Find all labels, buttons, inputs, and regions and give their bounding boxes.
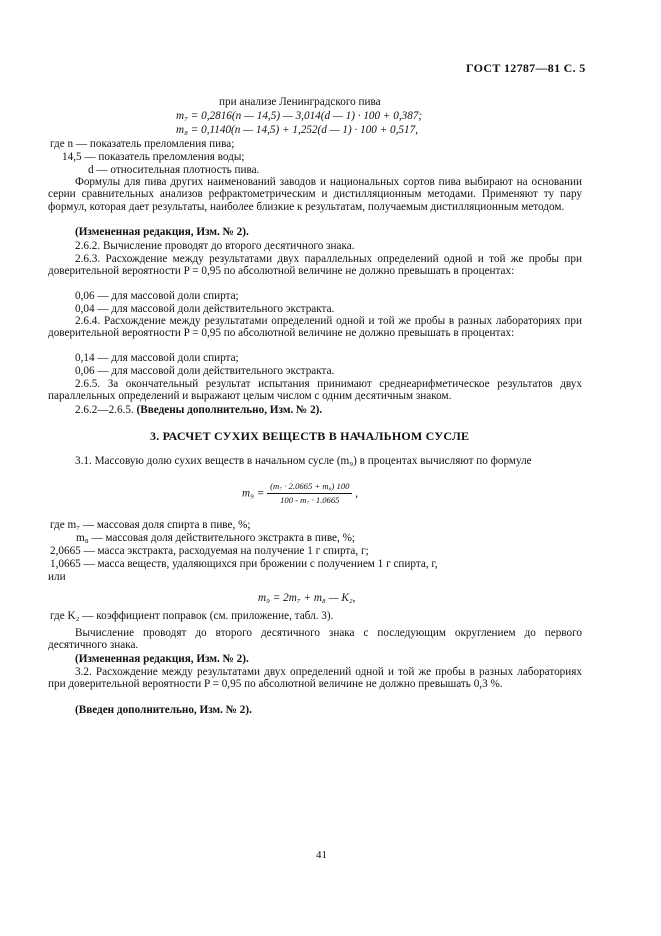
where-symbol: m₈ — (76, 532, 103, 544)
fraction (267, 481, 352, 506)
paragraph-3-1: 3.1. Массовую долю сухих веществ в начальном сусле (m₉) в процентах вычисляют по формуле (75, 455, 532, 467)
where-water (62, 151, 244, 163)
list-item: 0,06 — для массовой доли спирта; (75, 290, 239, 302)
page-number: 41 (316, 849, 327, 861)
amendment-note-4: (Введен дополнительно, Изм. № 2). (75, 704, 252, 716)
section-3-heading: 3. РАСЧЕТ СУХИХ ВЕЩЕСТВ В НАЧАЛЬНОМ СУСЛЕ (150, 429, 470, 443)
where-text: показатель преломления пива; (89, 138, 235, 150)
where-m7 (50, 519, 251, 531)
formula-m7: m₇ = 0,2816(n — 14,5) — 3,014(d — 1) · 100 + 0,387; (176, 110, 423, 122)
where-text: массовая доля действительного экстракта в пиве, %; (105, 532, 356, 544)
formula-tail: , (355, 487, 359, 500)
formula-m9-fraction (242, 481, 358, 506)
where-k2 (50, 610, 333, 622)
page-header: ГОСТ 12787—81 С. 5 (466, 61, 586, 75)
paragraph-3-2: 3.2. Расхождение между результатами двух определений одной и той же пробы в разных лабораториях при доверительной вероятности P = 0,95 по абсолютной величине не должно превышать 0,3 %. (48, 666, 582, 691)
where-text: масса веществ, удаляющихся при брожении с получением 1 г спирта, г, (97, 558, 438, 570)
where-d (88, 164, 259, 176)
where-text: коэффициент поправок (см. приложение, табл. 3). (96, 610, 334, 622)
paragraph-2-6-3: 2.6.3. Расхождение между результатами двух параллельных определений одной и той же пробы при доверительной вероятности P = 0,95 по абсолютной величине не должно превышать в процентах: (48, 253, 582, 278)
where-symbol: d — (88, 164, 108, 176)
amendment-note-2625 (48, 404, 582, 416)
where-symbol: 1,0665 — (50, 558, 95, 570)
where-n (50, 138, 234, 150)
where-m8 (76, 532, 355, 544)
fraction-numerator: (m₇ · 2.0665 + m₈) 100 (267, 481, 352, 494)
where-text: показатель преломления воды; (98, 151, 245, 163)
where-symbol: 14,5 — (62, 151, 96, 163)
list-item: 0,06 — для массовой доли действительного экстракта. (75, 365, 335, 377)
paragraph-formulas: Формулы для пива других наименований заводов и национальных сортов пива выбирают на основании серии сравнительных анализов рефрактометрическим и дистилляционным методами. Применяют ту пару формул, которая дает результаты, наиболее близкие к результатам, получаемым дистилляционным методом. (48, 176, 582, 213)
where-text: масса экстракта, расходуемая на получение 1 г спирта, г; (97, 545, 369, 557)
amendment-note-3: (Измененная редакция, Изм. № 2). (75, 653, 249, 665)
leningrad-caption: при анализе Ленинградского пива (219, 96, 381, 108)
where-text: относительная плотность пива. (110, 164, 260, 176)
paragraph-2-6-4: 2.6.4. Расхождение между результатами определений одной и той же пробы в разных лабораториях при доверительной вероятности P = 0,95 по абсолютной величине не должно превышать в процентах: (48, 315, 582, 340)
where-text: массовая доля спирта в пиве, %; (96, 519, 251, 531)
where-10665 (50, 558, 438, 570)
formula-m8: m₈ = 0,1140(n — 14,5) + 1,252(d — 1) · 100 + 0,517, (176, 124, 418, 136)
amendment-text: (Введены дополнительно, Изм. № 2). (136, 404, 323, 416)
paragraph-2-6-5: 2.6.5. За окончательный результат испытания принимают среднеарифметическое результатов двух параллельных определений и выражают целым числом с одним десятичным знаком. (48, 378, 582, 403)
formula-lhs: m₉ = (242, 487, 265, 500)
formula-m9-simple: m₉ = 2m₇ + m₈ — K₂, (258, 592, 356, 604)
where-20665 (50, 545, 369, 557)
list-item: 0,04 — для массовой доли действительного экстракта. (75, 303, 335, 315)
or-word: или (48, 571, 66, 583)
clause-range: 2.6.2—2.6.5. (75, 404, 134, 416)
where-symbol: где K₂ — (50, 610, 94, 622)
where-symbol: 2,0665 — (50, 545, 95, 557)
amendment-note-1: (Измененная редакция, Изм. № 2). (75, 226, 249, 238)
where-symbol: где n — (50, 138, 88, 150)
fraction-denominator: 100 - m₇ · 1.0665 (280, 495, 340, 505)
where-symbol: где m₇ — (50, 519, 95, 531)
list-item: 0,14 — для массовой доли спирта; (75, 352, 239, 364)
paragraph-rounding: Вычисление проводят до второго десятичного знака с последующим округлением до первого десятичного знака. (48, 627, 582, 652)
paragraph-2-6-2: 2.6.2. Вычисление проводят до второго десятичного знака. (75, 240, 355, 252)
